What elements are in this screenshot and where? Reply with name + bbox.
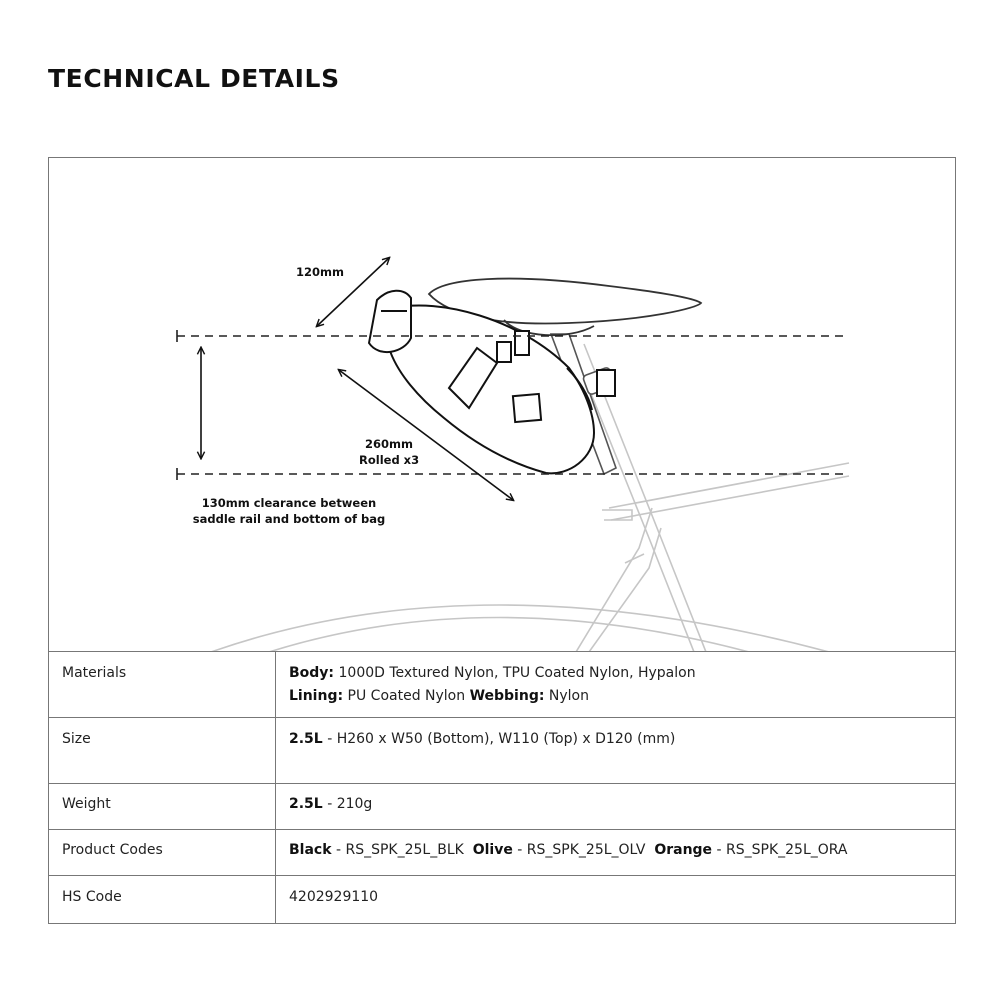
materials-lining-label: Lining:: [289, 688, 344, 704]
clearance-label-line1: 130mm clearance between: [201, 496, 377, 510]
materials-lining-line: [289, 685, 955, 708]
materials-label: Materials: [62, 665, 127, 681]
weight-volume: 2.5L: [289, 796, 323, 812]
materials-value-cell: [276, 652, 956, 718]
specs-row-materials: [49, 652, 956, 718]
size-dimensions: - H260 x W50 (Bottom), W110 (Top) x D120 (mm): [327, 731, 676, 747]
width-dimension-label: 120mm: [296, 265, 344, 279]
product-code-black-label: Black: [289, 842, 332, 858]
bike-illustration: [49, 158, 956, 651]
hs-code-value: 4202929110: [289, 889, 379, 905]
length-dimension-note: Rolled x3: [359, 453, 420, 467]
weight-label-cell: [49, 784, 276, 830]
specs-row-weight: [49, 784, 956, 830]
clearance-label-line2: saddle rail and bottom of bag: [192, 512, 386, 526]
product-code-olive: - RS_SPK_25L_OLV: [517, 842, 646, 858]
product-code-orange: - RS_SPK_25L_ORA: [716, 842, 848, 858]
page-title: TECHNICAL DETAILS: [48, 64, 340, 93]
materials-webbing-value: Nylon: [548, 688, 589, 704]
materials-webbing-label: Webbing:: [469, 688, 545, 704]
length-dimension-value: 260mm: [365, 437, 413, 451]
hs-code-label-cell: [49, 876, 276, 924]
weight-label: Weight: [62, 796, 111, 812]
weight-value-line: [289, 793, 955, 816]
product-code-olive-label: Olive: [472, 842, 513, 858]
clearance-label: [189, 495, 389, 527]
size-volume: 2.5L: [289, 731, 323, 747]
size-label-cell: [49, 718, 276, 784]
specs-table: [48, 651, 956, 924]
materials-body-line: [289, 662, 955, 685]
hs-code-value-cell: [276, 876, 956, 924]
materials-body-label: Body:: [289, 665, 335, 681]
specs-row-product-codes: [49, 830, 956, 876]
length-dimension-label: [359, 436, 419, 468]
product-code-orange-label: Orange: [654, 842, 713, 858]
product-codes-label-cell: [49, 830, 276, 876]
specs-row-size: [49, 718, 956, 784]
weight-value: - 210g: [327, 796, 373, 812]
materials-label-cell: [49, 652, 276, 718]
size-value-line: [289, 728, 955, 751]
size-label: Size: [62, 731, 91, 747]
product-codes-label: Product Codes: [62, 842, 163, 858]
size-value-cell: [276, 718, 956, 784]
bike-diagram: [48, 157, 956, 651]
hs-code-label: HS Code: [62, 889, 122, 905]
product-codes-line: [289, 839, 955, 862]
materials-lining-value: PU Coated Nylon: [347, 688, 466, 704]
product-codes-value-cell: [276, 830, 956, 876]
specs-row-hs-code: [49, 876, 956, 924]
materials-body-value: 1000D Textured Nylon, TPU Coated Nylon, Hypalon: [338, 665, 696, 681]
weight-value-cell: [276, 784, 956, 830]
product-code-black: - RS_SPK_25L_BLK: [335, 842, 464, 858]
